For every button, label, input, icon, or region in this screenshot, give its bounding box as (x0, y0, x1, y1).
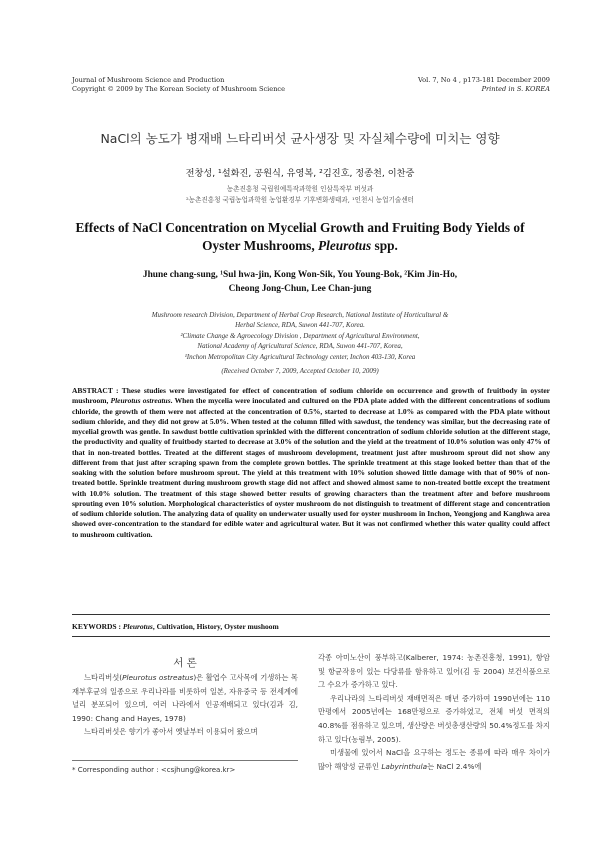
abstract (72, 386, 550, 540)
section-title-introduction: 서 론 (173, 657, 197, 669)
affiliation-english-3: ²Climate Change & Agroecology Division , Department of Agricultural Environment, (180, 331, 420, 340)
authors-korean: 전창성, ¹설화진, 공원식, 유영복, ²김진호, 정종천, 이찬중 (185, 168, 415, 179)
keyword-species: Pleurotus (122, 622, 153, 631)
affiliation-korean-2: ²농촌진흥청 국립농업과학원 농업환경부 기후변화생태과, ¹인천시 농업기술센터 (185, 196, 415, 204)
intro-paragraph-2: 느타리버섯은 향기가 좋아서 옛날부터 이용되어 왔으며 (84, 727, 258, 737)
title-english-line-1: Effects of NaCl Concentration on Mycelial Growth and Fruiting Body Yields of (75, 220, 525, 235)
volume-info: Vol. 7, No 4 , p173-181 December 2009 (417, 76, 550, 84)
title-korean: NaCl의 농도가 병재배 느타리버섯 균사생장 및 자실체수량에 미치는 영향 (100, 131, 500, 146)
keywords: KEYWORDS : Pleurotus, Cultivation, History, Oyster mushoom (72, 622, 279, 631)
abstract-text-1: These studies were investigated for effect of concentration of sodium chloride on occurrence and growth of fruitbody in oyster mushroom, (72, 386, 550, 406)
authors-english-line-2: Cheong Jong-Chun, Lee Chan-jung (228, 284, 372, 294)
received-dates: (Received October 7, 2009, Accepted October 10, 2009) (221, 367, 379, 375)
right-column (318, 651, 550, 773)
intro-paragraph-1: 느타리버섯(Pleurotus ostreatus)은 활엽수 고사목에 기생하는 목재부후균의 일종으로 우리나라를 비롯하여 일본, 자유중국 등 전세계에 널리 분포되어 있으며, 여러 나라에서 인공재배되고 있다(김과 김, 1990: Chang and Hayes, 1978) (72, 673, 298, 723)
abstract-text-2: . When the mycelia were inoculated and cultured on the PDA plate added with the different concentrations of sodium chloride, the growth of them were not affected at the concentration of 0.5%, started to decrease at 1.0% as compared with the PDA plate without sodium chloride, and they did not grow at 5.0%. When tested at the column filled with sawdust, the tendency was similar, but the decreasing rate of mycelial growth was gentle. In sawdust bottle cultivation sprinkled with the different concentration of sodium chloride solution at the different stage, the productivity and quality of fruitbody started to decrease at 3.0% of the solution and the yield at the treatment of 10.0% solution was only 47% of that in non-treated bottles. Treated at the different stages of mushroom development, treatment just after mushroom sprout did not show any different from that just after scraping spawn from the complete grown bottles. The sprinkle treatment at this stage looked better than that of the soaking with the solution before mushroom sprout. The yield at this treatment with 10% solution showed little damage with that of 90% of non-treated bottle. Sprinkle treatment during mushroom growth stage did not affect and showed almost same to non-treated bottle except the treatment with 10.0% solution. The treatment of this stage showed better results of growing characters than the treatment after and before mushroom sprouting even 10% solution. Morphological characteristics of oyster mushroom do not distinguish to treatment of different stage and concentration of sodium chloride solution. The analyzing data of quality on underwater usually used for oyster mushroom in Inchon, Yeongjong and Kanghwa area showed over-concentration to the standard for edible water and agricultural water. But it was not confirmed whether this water quality could affect to mushroom cultivation. (72, 396, 550, 539)
corresponding-author-footnote: * Corresponding author : <csjhung@korea.kr> (72, 766, 236, 774)
right-paragraph-3: 미생물에 있어서 NaCl을 요구하는 정도는 종류에 따라 매우 차이가 많아 해양성 균류인 Labyrinthula는 NaCl 2.4%에 (318, 748, 550, 771)
keywords-bottom-rule (72, 636, 550, 637)
title-english (60, 219, 540, 255)
affiliation-english-5: ¹Inchon Metropolitan City Agricultural Technology center, Inchon 403-130, Korea (184, 352, 416, 361)
copyright-line: Copyright © 2009 by The Korean Society of Mushroom Science (72, 85, 286, 93)
authors-english (60, 268, 540, 296)
affiliation-korean-1: 농촌진흥청 국립원예특작과학원 인삼특작부 버섯과 (226, 185, 374, 193)
affiliation-english-4: National Academy of Agricultural Science, RDA, Suwon 441-707, Korea, (197, 342, 403, 351)
abstract-label: ABSTRACT : (72, 386, 122, 395)
footnote-rule (72, 760, 298, 761)
left-column (72, 671, 298, 739)
affiliation-english-2: Herbal Science, RDA, Suwon 441-707, Korea. (235, 321, 365, 330)
journal-name: Journal of Mushroom Science and Production (72, 76, 225, 84)
keywords-top-rule (72, 614, 550, 615)
printed-in: Printed in S. KOREA (481, 85, 550, 93)
right-paragraph-1: 각종 아미노산이 풍부하고(Kalberer, 1974: 농촌진흥청, 1991), 항암 및 항균작용이 있는 다당류를 함유하고 있어(김 등 2004) 보건식품으로 그 수요가 증가하고 있다. (318, 653, 550, 690)
authors-english-line-1: Jhune chang-sung, ¹Sul hwa-jin, Kong Won-Sik, You Young-Bok, ²Kim Jin-Ho, (142, 270, 458, 280)
right-paragraph-2: 우리나라의 느타리버섯 재배면적은 매년 증가하여 1990년에는 110만평에서 2005년에는 168만평으로 증가하였고, 전체 버섯 면적의 40.8%를 점유하고 있으며, 생산량은 버섯총생산량의 50.4%정도를 차지하고 있다(농림부, 2005). (318, 693, 550, 744)
title-genus: Pleurotus (318, 238, 372, 253)
affiliations-english (60, 310, 540, 362)
affiliation-english-1: Mushroom research Division, Department of Herbal Crop Research, National Institute of Horticultural & (151, 311, 449, 319)
title-english-line-2: Oyster Mushrooms, Pleurotus spp. (202, 238, 398, 253)
abstract-species: Pleurotus ostreatus (110, 396, 171, 406)
